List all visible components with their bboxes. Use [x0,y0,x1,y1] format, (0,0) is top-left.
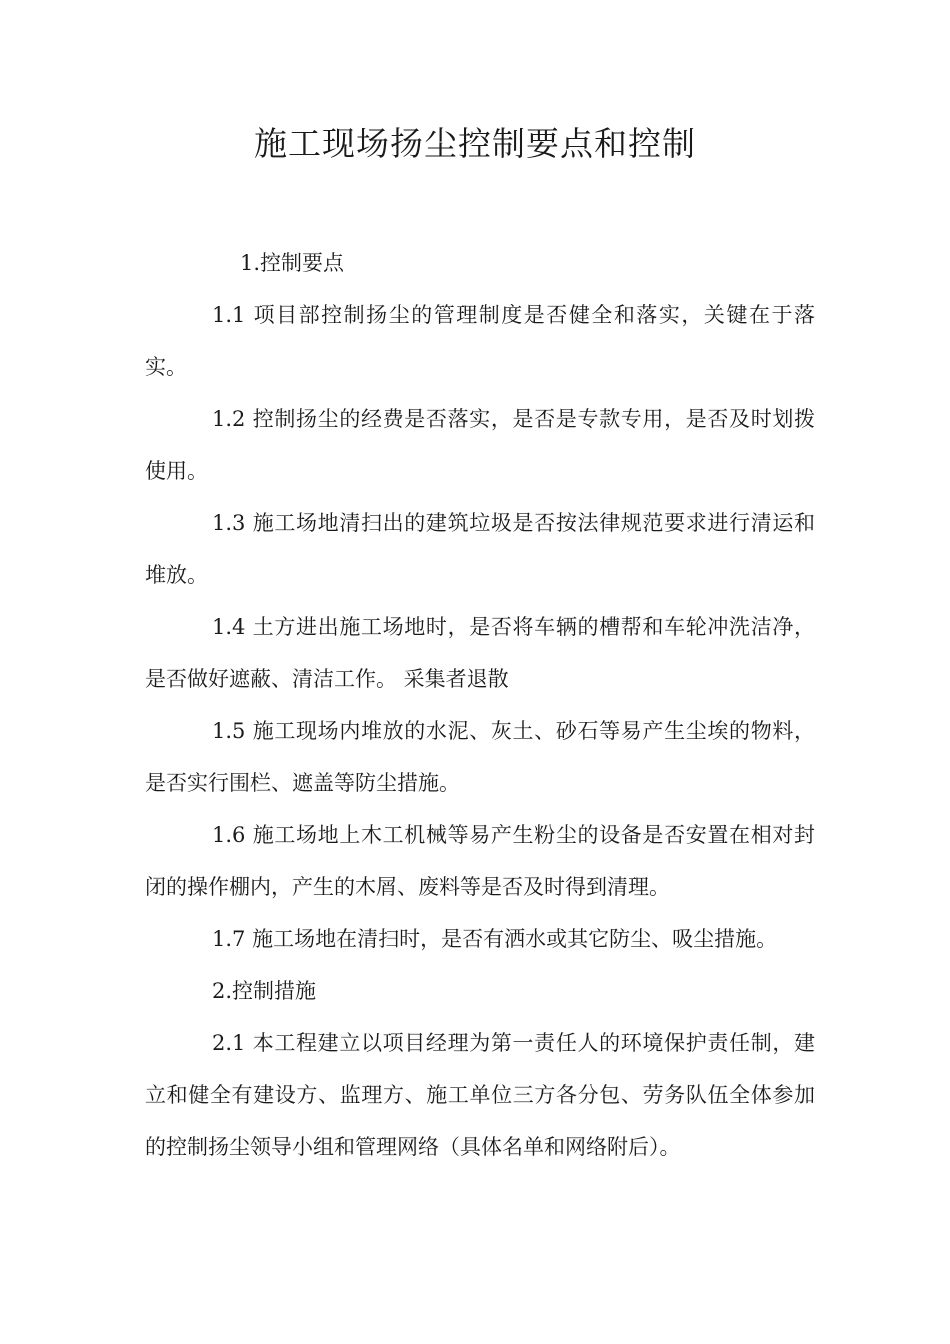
paragraph-1-2: 1.2 控制扬尘的经费是否落实，是否是专款专用，是否及时划拨使用。 [145,407,815,483]
paragraph-1-4: 1.4 土方进出施工场地时，是否将车辆的槽帮和车轮冲洗洁净，是否做好遮蔽、清洁工作。 采集者退散 [145,615,815,691]
paragraph-1-5: 1.5 施工现场内堆放的水泥、灰土、砂石等易产生尘埃的物料，是否实行围栏、遮盖等防尘措施。 [145,719,815,795]
document-title: 施工现场扬尘控制要点和控制 [254,124,696,163]
section-heading-control-measures: 2.控制措施 [212,979,317,1003]
paragraph-1-6: 1.6 施工场地上木工机械等易产生粉尘的设备是否安置在相对封闭的操作棚内，产生的木屑、废料等是否及时得到清理。 [145,823,815,899]
paragraph-1-1: 1.1 项目部控制扬尘的管理制度是否健全和落实，关键在于落实。 [145,303,815,379]
paragraph-1-7: 1.7 施工场地在清扫时，是否有洒水或其它防尘、吸尘措施。 [212,927,778,951]
paragraph-1-3: 1.3 施工场地清扫出的建筑垃圾是否按法律规范要求进行清运和堆放。 [145,511,815,587]
paragraph-2-1: 2.1 本工程建立以项目经理为第一责任人的环境保护责任制，建立和健全有建设方、监理方、施工单位三方各分包、劳务队伍全体参加的控制扬尘领导小组和管理网络（具体名单和网络附后）。 [145,1031,815,1159]
document-body [145,237,815,1173]
section-heading-control-points: 1.控制要点 [240,251,345,275]
